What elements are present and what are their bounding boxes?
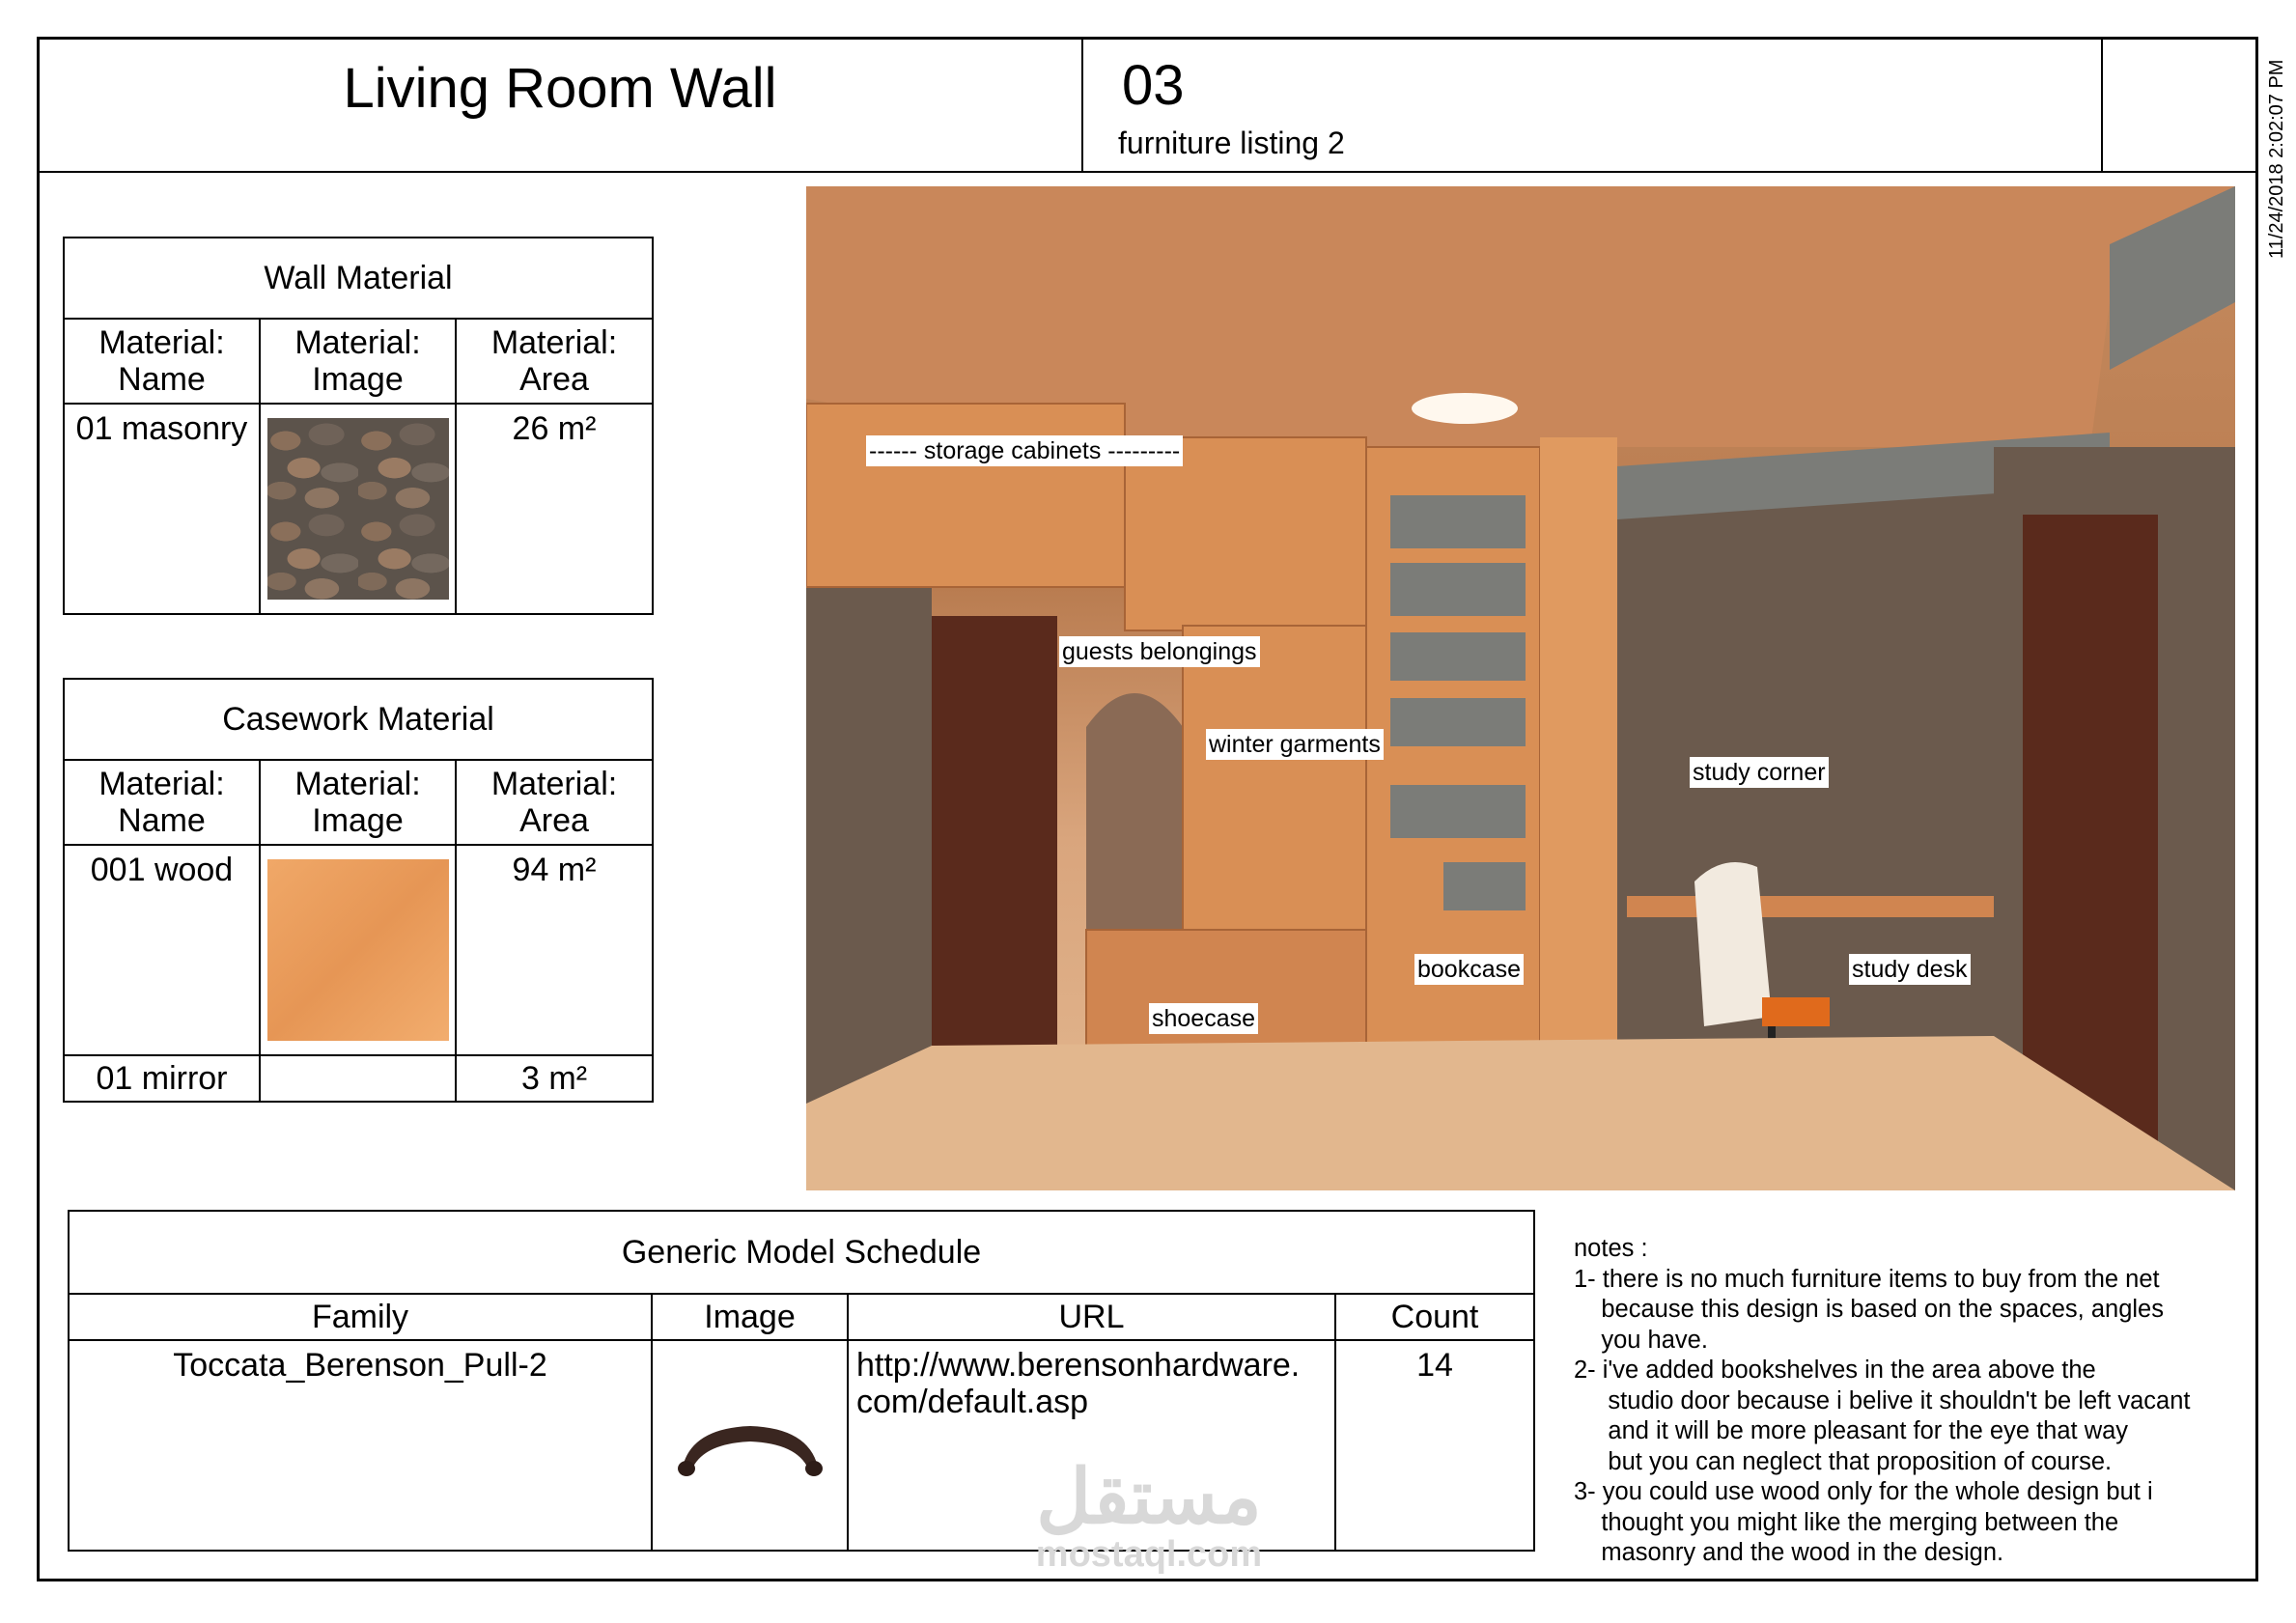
notes-block	[1574, 1234, 2259, 1569]
image-cell	[652, 1340, 848, 1551]
casework-material-caption: Casework Material	[64, 679, 653, 760]
count-cell: 14	[1335, 1340, 1534, 1551]
sheet-number: 03	[1122, 54, 1185, 117]
notes-line: masonry and the wood in the design.	[1574, 1539, 2004, 1566]
notes-line: studio door because i belive it shouldn't be left vacant	[1574, 1386, 2191, 1414]
col-header-image: Material: Image	[260, 760, 456, 845]
casework-material-schedule	[63, 678, 654, 1103]
material-name-cell: 01 masonry	[64, 404, 260, 614]
render-illustration	[806, 186, 2235, 1190]
label-shoecase: shoecase	[1149, 1003, 1258, 1034]
titleblock-split	[1081, 39, 1083, 172]
material-area-cell: 26 m²	[456, 404, 653, 614]
notes-line: thought you might like the merging between the	[1574, 1508, 2119, 1536]
masonry-swatch-image	[267, 418, 449, 600]
wall-material-schedule	[63, 237, 654, 615]
wood-swatch-image	[267, 859, 449, 1041]
col-header-area: Material: Area	[456, 760, 653, 845]
label-study-corner: study corner	[1690, 757, 1829, 788]
label-study-desk: study desk	[1849, 954, 1971, 985]
notes-line: notes :	[1574, 1235, 1648, 1262]
mostaql-watermark	[1004, 1454, 1294, 1575]
col-header-image: Material: Image	[260, 319, 456, 404]
wall-material-caption: Wall Material	[64, 238, 653, 319]
notes-line: but you can neglect that proposition of course.	[1574, 1447, 2113, 1475]
label-storage-cabinets: ------ storage cabinets ---------	[866, 435, 1183, 466]
notes-line: because this design is based on the spaces, angles	[1574, 1296, 2164, 1323]
col-header-name: Material: Name	[64, 760, 260, 845]
material-image-cell-empty	[260, 1055, 456, 1102]
col-header-name: Material: Name	[64, 319, 260, 404]
notes-line: you have.	[1574, 1326, 1708, 1354]
family-cell: Toccata_Berenson_Pull-2	[69, 1340, 652, 1551]
material-area-cell: 3 m²	[456, 1055, 653, 1102]
label-bookcase: bookcase	[1414, 954, 1524, 985]
col-header-count: Count	[1335, 1294, 1534, 1340]
notes-line: 2- i've added bookshelves in the area above the	[1574, 1357, 2096, 1384]
material-image-cell	[260, 404, 456, 614]
drawer-pull-image	[673, 1409, 827, 1486]
material-name-cell: 001 wood	[64, 845, 260, 1055]
label-guests-belongings: guests belongings	[1059, 636, 1260, 667]
sheet-title: Living Room Wall	[343, 57, 777, 120]
url-cell[interactable]: http://www.berensonhardware. com/default.asp	[848, 1340, 1335, 1551]
watermark-arabic: مستقل	[1036, 1454, 1262, 1539]
notes-line: 1- there is no much furniture items to buy from the net	[1574, 1265, 2160, 1293]
generic-model-caption: Generic Model Schedule	[69, 1211, 1534, 1294]
sheet-name: furniture listing 2	[1118, 126, 1345, 160]
interior-render	[806, 186, 2235, 1190]
col-header-url: URL	[848, 1294, 1335, 1340]
label-winter-garments: winter garments	[1206, 729, 1384, 760]
watermark-latin: mostaql.com	[1035, 1534, 1263, 1575]
notes-line: 3- you could use wood only for the whole design but i	[1574, 1478, 2153, 1505]
material-area-cell: 94 m²	[456, 845, 653, 1055]
material-image-cell	[260, 845, 456, 1055]
material-name-cell: 01 mirror	[64, 1055, 260, 1102]
titleblock-divider	[39, 171, 2256, 173]
col-header-area: Material: Area	[456, 319, 653, 404]
titleblock-split-right	[2101, 39, 2103, 172]
plot-timestamp: 11/24/2018 2:02:07 PM	[2266, 59, 2287, 259]
notes-line: and it will be more pleasant for the eye that way	[1574, 1417, 2129, 1444]
col-header-image: Image	[652, 1294, 848, 1340]
generic-model-schedule	[68, 1210, 1535, 1552]
col-header-family: Family	[69, 1294, 652, 1340]
